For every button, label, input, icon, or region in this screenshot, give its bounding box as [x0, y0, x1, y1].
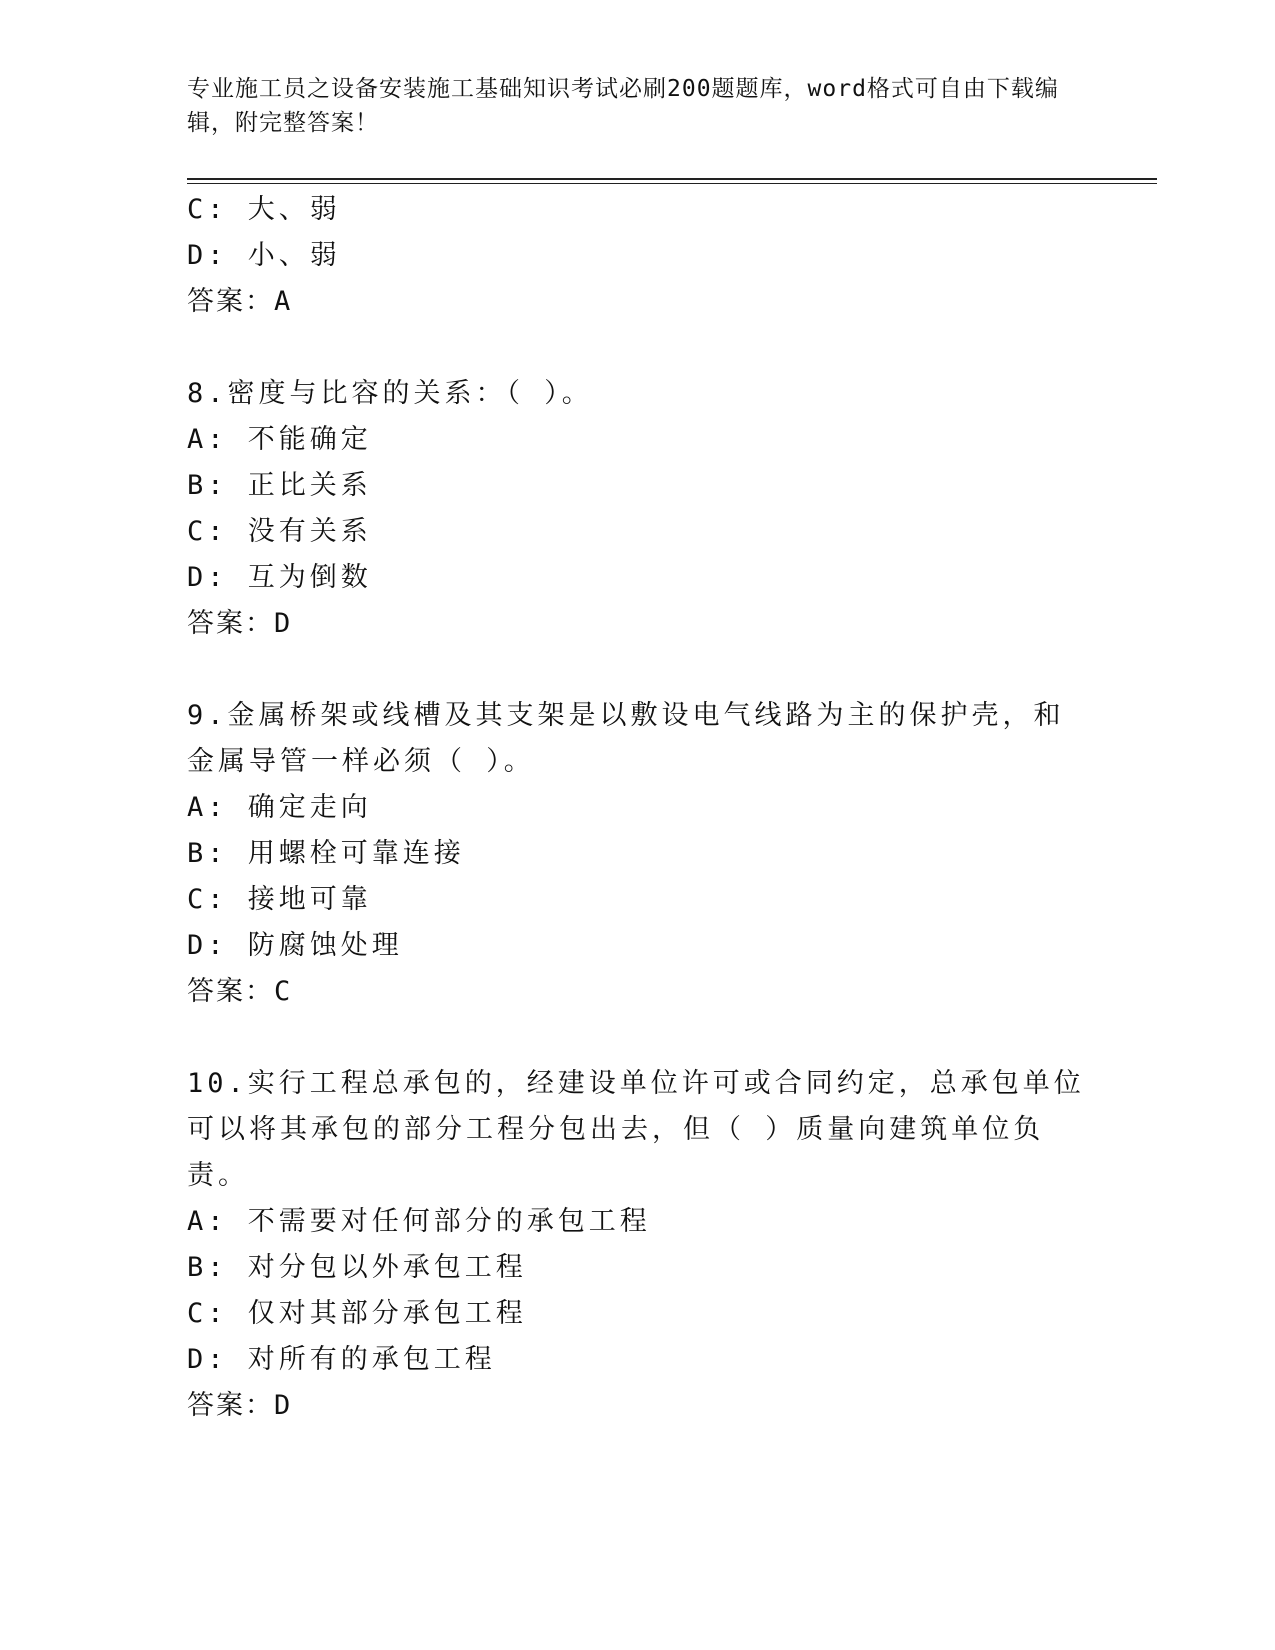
option-d: D: 互为倒数: [187, 562, 372, 593]
spacer: [187, 325, 1087, 371]
question-stem: 9.金属桥架或线槽及其支架是以敷设电气线路为主的保护壳，和金属导管一样必须（ ）。: [187, 700, 1065, 777]
option-b: B: 正比关系: [187, 470, 372, 501]
option-a: A: 不能确定: [187, 424, 372, 455]
header-rule-thick: [187, 178, 1157, 180]
document-body: [187, 187, 1087, 1429]
option-c: C: 接地可靠: [187, 884, 372, 915]
option-b: B: 对分包以外承包工程: [187, 1252, 527, 1283]
option-d: D: 小、弱: [187, 240, 341, 271]
spacer: [187, 1015, 1087, 1061]
option-a: A: 不需要对任何部分的承包工程: [187, 1206, 651, 1237]
option-d: D: 防腐蚀处理: [187, 930, 403, 961]
option-c: C: 大、弱: [187, 194, 341, 225]
option-c: C: 仅对其部分承包工程: [187, 1298, 527, 1329]
document-header: [187, 72, 1087, 140]
question-8: [187, 371, 1087, 647]
question-stem: 8.密度与比容的关系：（ ）。: [187, 378, 593, 409]
header-rule-thin: [187, 183, 1157, 184]
answer-line: 答案：A: [187, 286, 293, 317]
spacer: [187, 647, 1087, 693]
option-c: C: 没有关系: [187, 516, 372, 547]
option-b: B: 用螺栓可靠连接: [187, 838, 465, 869]
question-stem: 10.实行工程总承包的，经建设单位许可或合同约定，总承包单位可以将其承包的部分工程分包出去，但（ ）质量向建筑单位负责。: [187, 1068, 1085, 1191]
option-a: A: 确定走向: [187, 792, 372, 823]
continued-question: [187, 187, 1087, 325]
question-10: [187, 1061, 1087, 1429]
option-d: D: 对所有的承包工程: [187, 1344, 496, 1375]
answer-line: 答案：D: [187, 608, 293, 639]
question-9: [187, 693, 1087, 1015]
header-title: 专业施工员之设备安装施工基础知识考试必刷200题题库，word格式可自由下载编辑，附完整答案！: [187, 76, 1059, 136]
answer-line: 答案：D: [187, 1390, 293, 1421]
answer-line: 答案：C: [187, 976, 293, 1007]
